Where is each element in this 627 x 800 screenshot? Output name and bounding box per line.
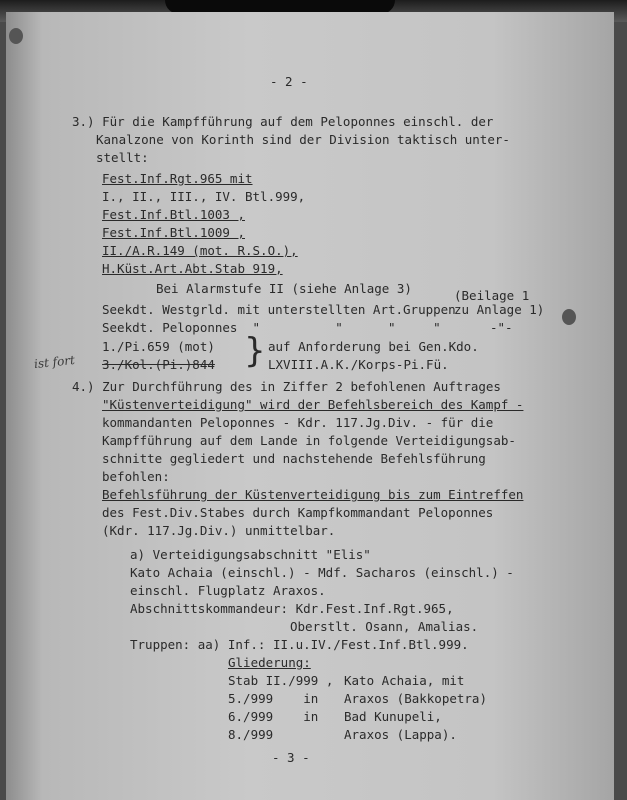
punch-hole bbox=[562, 309, 576, 325]
gliederung-unit: Stab II./999 , bbox=[228, 673, 334, 688]
gliederung-place: Araxos (Bakkopetra) bbox=[344, 691, 487, 706]
section4-line: des Fest.Div.Stabes durch Kampfkommandant Peloponnes bbox=[102, 505, 494, 520]
beilage-note: zu Anlage 1) bbox=[454, 302, 545, 317]
requisition-unit: 3./Kol.(Pi.)844 bbox=[102, 357, 215, 372]
subsection-a-line: Oberstlt. Osann, Amalias. bbox=[290, 619, 479, 634]
section4-line: Kampfführung auf dem Lande in folgende Verteidigungsab- bbox=[102, 433, 516, 448]
gliederung-place: Araxos (Lappa). bbox=[344, 727, 457, 742]
alarm-heading: Bei Alarmstufe II (siehe Anlage 3) bbox=[156, 281, 412, 296]
subsection-a-line: Abschnittskommandeur: Kdr.Fest.Inf.Rgt.965, bbox=[130, 601, 454, 616]
section4-line: (Kdr. 117.Jg.Div.) unmittelbar. bbox=[102, 523, 336, 538]
section4-line: "Küstenverteidigung" wird der Befehlsbereich des Kampf - bbox=[102, 397, 524, 412]
requisition-unit: 1./Pi.659 (mot) bbox=[102, 339, 215, 354]
alarm-row: Seekdt. Peloponnes " " " " bbox=[102, 320, 441, 335]
section4-line: schnitte gegliedert und nachstehende Befehlsführung bbox=[102, 451, 486, 466]
unit-line: Fest.Inf.Btl.1009 , bbox=[102, 225, 245, 240]
subsection-a-line: Kato Achaia (einschl.) - Mdf. Sacharos (einschl.) - bbox=[130, 565, 514, 580]
requisition-text: auf Anforderung bei Gen.Kdo. bbox=[268, 339, 479, 354]
gliederung-unit: 5./999 in bbox=[228, 691, 319, 706]
page-number-top: - 2 - bbox=[270, 74, 308, 89]
beilage-note: (Beilage 1 bbox=[454, 288, 530, 303]
section3-line: stellt: bbox=[96, 150, 149, 165]
handwritten-note: ist fort bbox=[33, 352, 76, 372]
section3-line: 3.) Für die Kampfführung auf dem Peloponnes einschl. der bbox=[72, 114, 494, 129]
unit-line: Fest.Inf.Rgt.965 mit bbox=[102, 171, 253, 186]
document-page bbox=[6, 12, 614, 800]
page-number-bottom: - 3 - bbox=[272, 750, 310, 765]
section4-line: Befehlsführung der Küstenverteidigung bis zum Eintreffen bbox=[102, 487, 524, 502]
subsection-a-line: a) Verteidigungsabschnitt "Elis" bbox=[130, 547, 371, 562]
ditto-mark: -"- bbox=[490, 320, 513, 335]
unit-line: I., II., III., IV. Btl.999, bbox=[102, 189, 306, 204]
section4-line: 4.) Zur Durchführung des in Ziffer 2 befohlenen Auftrages bbox=[72, 379, 501, 394]
subsection-a-line: Truppen: aa) Inf.: II.u.IV./Fest.Inf.Btl.999. bbox=[130, 637, 469, 652]
section4-line: kommandanten Peloponnes - Kdr. 117.Jg.Div. - für die bbox=[102, 415, 494, 430]
gliederung-place: Bad Kunupeli, bbox=[344, 709, 442, 724]
section4-line: befohlen: bbox=[102, 469, 170, 484]
subsection-a-line: einschl. Flugplatz Araxos. bbox=[130, 583, 326, 598]
alarm-row: Seekdt. Westgrld. mit unterstellten Art.Gruppen bbox=[102, 302, 456, 317]
unit-line: II./A.R.149 (mot. R.S.O.), bbox=[102, 243, 298, 258]
section3-line: Kanalzone von Korinth sind der Division taktisch unter- bbox=[96, 132, 510, 147]
unit-line: H.Küst.Art.Abt.Stab 919, bbox=[102, 261, 283, 276]
requisition-text: LXVIII.A.K./Korps-Pi.Fü. bbox=[268, 357, 449, 372]
punch-hole bbox=[9, 28, 23, 44]
unit-line: Fest.Inf.Btl.1003 , bbox=[102, 207, 245, 222]
brace-symbol: } bbox=[244, 331, 266, 371]
gliederung-unit: 8./999 bbox=[228, 727, 274, 742]
gliederung-label: Gliederung: bbox=[228, 655, 311, 670]
gliederung-unit: 6./999 in bbox=[228, 709, 319, 724]
gliederung-place: Kato Achaia, mit bbox=[344, 673, 465, 688]
